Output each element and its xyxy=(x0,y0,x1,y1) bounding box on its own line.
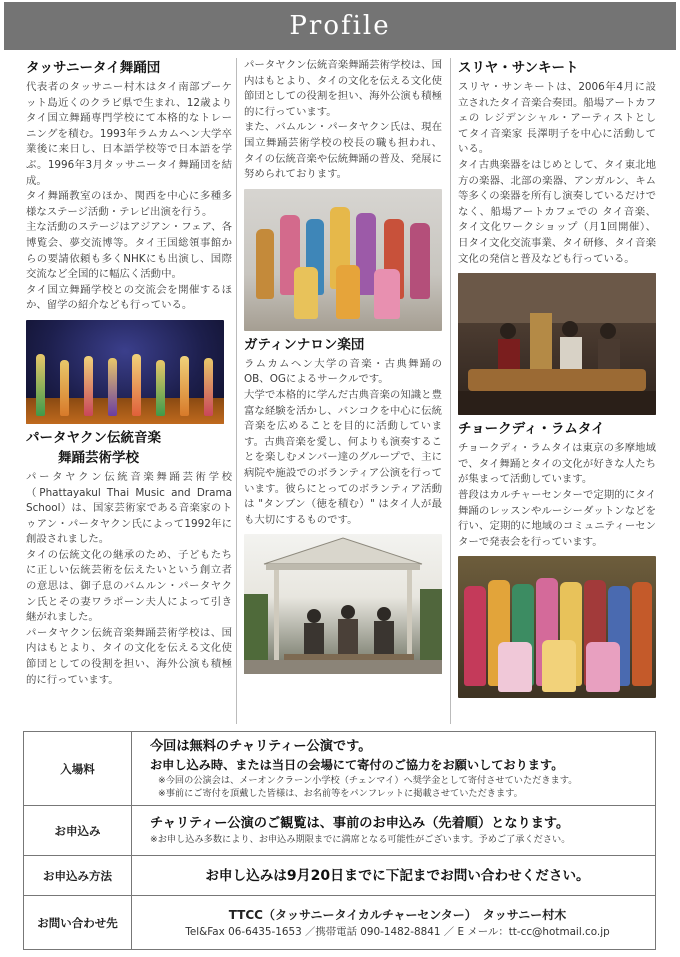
band-title: ガティンナロン楽団 xyxy=(244,336,365,353)
apply-label: お申込み xyxy=(24,806,132,856)
column-left xyxy=(26,58,232,724)
method-post: に下記までお問い合わせください。 xyxy=(372,867,590,884)
troupe-body-4: タイ国立舞踊学校との交流会を開催するほか、留学の紹介なども行っている。 xyxy=(26,283,232,312)
school-continued-body: パータヤクン伝統音楽舞踊芸術学校は、国内はもとより、タイの文化を伝える文化使節団としての役割を担い、海外公演も積極的に行っています。 xyxy=(244,59,442,118)
performer-figure xyxy=(632,582,652,686)
troupe-body-3: 主な活動のステージはアジアン・フェア、各博覧会、夢交流博等。タイ王国総領事館からの要請依頼も多くNHKにも出演し、国際交流など全国的に幅広く活動中。 xyxy=(26,221,232,281)
suriya-title: スリヤ・サンキート xyxy=(458,60,579,76)
pavilion-scene-icon xyxy=(244,534,442,674)
school-title-2: 舞踊芸術学校 xyxy=(58,449,139,466)
chokedee-title: チョークディ・ラムタイ xyxy=(458,421,605,438)
column-divider xyxy=(236,58,237,724)
band-body: ラムカムヘン大学の音楽・古典舞踊のOB、OGによるサークルです。 xyxy=(244,357,442,386)
performer-figure xyxy=(542,640,576,692)
admission-note-1: ※今回の公演会は、メーオンクラーン小学校（チェンマイ）へ奨学金として寄付させていただきます。 xyxy=(158,774,578,786)
troupe-title: タッサニータイ舞踊団 xyxy=(26,60,161,76)
apply-lead: チャリティー公演のご観覧は、事前のお申込み（先着順）となります。 xyxy=(150,816,570,831)
admission-row xyxy=(24,732,656,806)
suriya-body: スリヤ・サンキートは、2006年4月に設立されたタイ音楽合奏団。船場アートカフェの レジデンシャル・アーティストとしてタイ音楽家 長澤明子を中心に活動している。 xyxy=(458,81,656,156)
apply-row xyxy=(24,806,656,856)
dancer-figure xyxy=(156,360,165,416)
contact-details: Tel&Fax 06-6435-1653 ／携帯電話 090-1482-8841 ／ E メール：tt-cc@hotmail.co.jp xyxy=(185,925,610,938)
performer-figure xyxy=(410,223,430,299)
column-middle xyxy=(244,58,442,724)
admission-note-2: ※事前にご寄付を頂戴した皆様は、お名前等をパンフレットに掲載させていただきます。 xyxy=(158,787,523,799)
school-continued-body-2: また、バムルン・パータヤクン氏は、現在国立舞踊芸術学校の校長の職も担われ、タイの伝統音楽や伝統舞踊の普及、発展に努められております。 xyxy=(244,121,442,181)
performer-figure xyxy=(294,267,318,319)
chokedee-troupe-photo xyxy=(458,556,656,698)
chokedee-body-2: 普段はカルチャーセンターで定期的にタイ舞踊のレッスンやルーシーダットンなどを行い、定期的に地域のコミュニティーセンターで発表会を行っています。 xyxy=(458,488,656,548)
admission-content xyxy=(132,732,656,806)
contact-label: お問い合わせ先 xyxy=(24,896,132,950)
performer-figure xyxy=(498,642,532,692)
method-label: お申込み方法 xyxy=(24,856,132,896)
chokedee-body: チョークディ・ラムタイは東京の多摩地域で、タイ舞踊とタイの文化が好きな人たちが集まって活動しています。 xyxy=(458,442,656,486)
admission-label: 入場料 xyxy=(24,732,132,806)
performer-figure xyxy=(336,265,360,319)
apply-note: ※お申し込み多数により、お申込み期限までに満席となる可能性がございます。予めご了承ください。 xyxy=(150,834,571,845)
method-row xyxy=(24,856,656,896)
contact-content xyxy=(132,896,656,950)
dancer-figure xyxy=(204,358,213,416)
dance-stage-photo xyxy=(26,320,224,424)
school-title: パータヤクン伝統音楽 xyxy=(26,429,161,446)
suriya-body-2: タイ古典楽器をはじめとして、タイ東北地方の楽器、北部の楽器、アンガルン、キム等多くの楽器を所有し演奏しているだけでなく、船場アートカフェでの タイ音楽、タイ文化ワークショップ（月1回開催）、日タイ文化交流事業、タイ研修、タイ音楽文化の発信と普及なども行っている。 xyxy=(458,158,656,265)
school-body-3: パータヤクン伝統音楽舞踊芸術学校は、国内はもとより、タイの文化を伝える文化使節団としての役割を担い、海外公演も積極的に行っています。 xyxy=(26,626,232,686)
dancer-figure xyxy=(108,358,117,416)
column-divider xyxy=(450,58,451,724)
page-title: Profile xyxy=(289,11,391,41)
event-info-table xyxy=(23,731,656,950)
ensemble-scene-icon xyxy=(458,273,656,415)
method-pre: お申し込みは xyxy=(205,867,287,884)
troupe-body-2: タイ舞踊教室のほか、関西を中心に多種多様なステージ活動・テレビ出演を行う。 xyxy=(26,190,232,218)
performer-figure xyxy=(464,586,486,686)
dancer-figure xyxy=(132,354,141,416)
method-text xyxy=(150,866,645,886)
method-content xyxy=(132,856,656,896)
school-body-2: タイの伝統文化の継承のため、子どもたちに正しい伝統芸術を伝えたいという創立者の意思は、御子息のバムルン・パータヤクン氏とその妻ワラポーン夫人によって引き継がれました。 xyxy=(26,548,232,624)
troupe-body: 代表者のタッサニー村木はタイ南部プーケット島近くのクラビ県で生まれ、12歳よりタイ国立舞踊専門学校にて本格的なトレーニングを積む。1993年ラムカムヘン大学卒業後に来日し、日本語学校等で日本語を学ぶ。1996年3月タッサニータイ舞踊団を結成。 xyxy=(26,81,232,187)
contact-name: TTCC（タッサニータイカルチャーセンター） タッサニー村木 xyxy=(228,907,567,922)
performer-figure xyxy=(374,269,400,319)
page-header xyxy=(4,2,676,50)
apply-content xyxy=(132,806,656,856)
dancer-figure xyxy=(36,354,45,416)
band-body-2: 大学で本格的に学んだ古典音楽の知識と豊富な経験を活かし、バンコクを中心に伝統音楽を広めることを目的に活動しています。古典音楽を愛し、何よりも演奏することを楽しむメンバー達のグループで、主に病院や施設でのボランティア公演を行っています。彼らにとってのボランティア活動は "タンブン（徳を積む）" はタイ人が最も大切にするものです。 xyxy=(244,388,442,526)
dancer-figure xyxy=(84,356,93,416)
admission-lead-2: お申し込み時、または当日の会場にて寄付のご協力をお願いしております。 xyxy=(150,757,564,772)
dancer-figure xyxy=(180,356,189,416)
suriya-ensemble-photo xyxy=(458,273,656,415)
stage-floor xyxy=(26,398,224,424)
school-group-photo xyxy=(244,189,442,331)
school-body: パータヤクン伝統音楽舞踊芸術学校（Phattayakul Thai Music and Drama School）は、国家芸術家である音楽家のトゥアン・パータヤクン氏によって1992年に創設されました。 xyxy=(26,470,232,546)
performer-figure xyxy=(586,642,620,692)
dancer-figure xyxy=(60,360,69,416)
column-right xyxy=(458,58,656,724)
admission-lead: 今回は無料のチャリティー公演です。 xyxy=(150,738,372,754)
contact-row xyxy=(24,896,656,950)
method-date: 9月20日まで xyxy=(286,867,373,884)
performer-figure xyxy=(256,229,274,299)
band-pavilion-photo xyxy=(244,534,442,674)
